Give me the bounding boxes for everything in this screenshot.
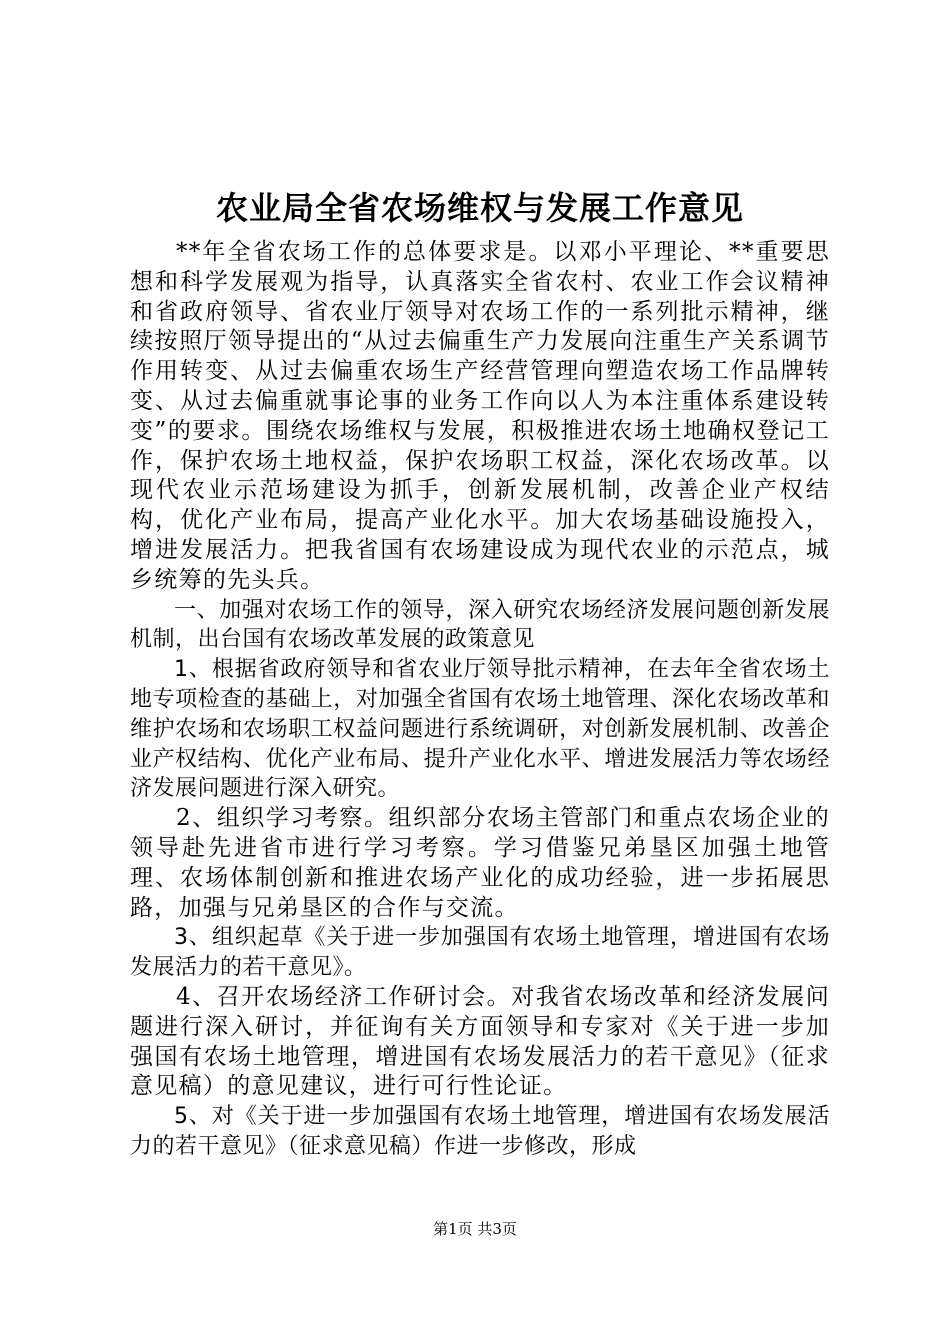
page-number-footer: 第1页 共3页 bbox=[433, 1220, 517, 1238]
item-paragraph-2: 2、组织学习考察。组织部分农场主管部门和重点农场企业的领导赴先进省市进行学习考察。学习借鉴兄弟垦区加强土地管理、农场体制创新和推进农场产业化的成功经验，进一步拓展思路，加强与兄弟垦区的合作与交流。 bbox=[130, 805, 830, 921]
document-body bbox=[130, 238, 830, 1162]
item-paragraph-3: 3、组织起草《关于进一步加强国有农场土地管理，增进国有农场发展活力的若干意见》。 bbox=[130, 925, 830, 981]
document-title: 农业局全省农场维权与发展工作意见 bbox=[215, 189, 744, 227]
item-paragraph-5: 5、对《关于进一步加强国有农场土地管理，增进国有农场发展活力的若干意见》（征求意见稿）作进一步修改，形成 bbox=[130, 1104, 830, 1159]
intro-paragraph: **年全省农场工作的总体要求是。以邓小平理论、**重要思想和科学发展观为指导，认真落实全省农村、农业工作会议精神和省政府领导、省农业厅领导对农场工作的一系列批示精神，继续按照厅领导提出的“从过去偏重生产力发展向注重生产关系调节作用转变、从过去偏重农场生产经营管理向塑造农场工作品牌转变、从过去偏重就事论事的业务工作向以人为本注重体系建设转变”的要求。围绕农场维权与发展，积极推进农场土地确权登记工作，保护农场土地权益，保护农场职工权益，深化农场改革。以现代农业示范场建设为抓手，创新发展机制，改善企业产权结构，优化产业布局，提高产业化水平。加大农场基础设施投入，增进发展活力。把我省国有农场建设成为现代农业的示范点，城乡统筹的先头兵。 bbox=[130, 239, 830, 593]
item-paragraph-1: 1、根据省政府领导和省农业厅领导批示精神，在去年全省农场土地专项检查的基础上，对加强全省国有农场土地管理、深化农场改革和维护农场和农场职工权益问题进行系统调研，对创新发展机制、改善企业产权结构、优化产业布局、提升产业化水平、增进发展活力等农场经济发展问题进行深入研究。 bbox=[130, 657, 830, 802]
section-heading-1: 一、加强对农场工作的领导，深入研究农场经济发展问题创新发展机制，出台国有农场改革发展的政策意见 bbox=[130, 597, 830, 653]
item-paragraph-4: 4、召开农场经济工作研讨会。对我省农场改革和经济发展问题进行深入研讨，并征询有关方面领导和专家对《关于进一步加强国有农场土地管理，增进国有农场发展活力的若干意见》（征求意见稿）的意见建议，进行可行性论证。 bbox=[130, 983, 830, 1100]
